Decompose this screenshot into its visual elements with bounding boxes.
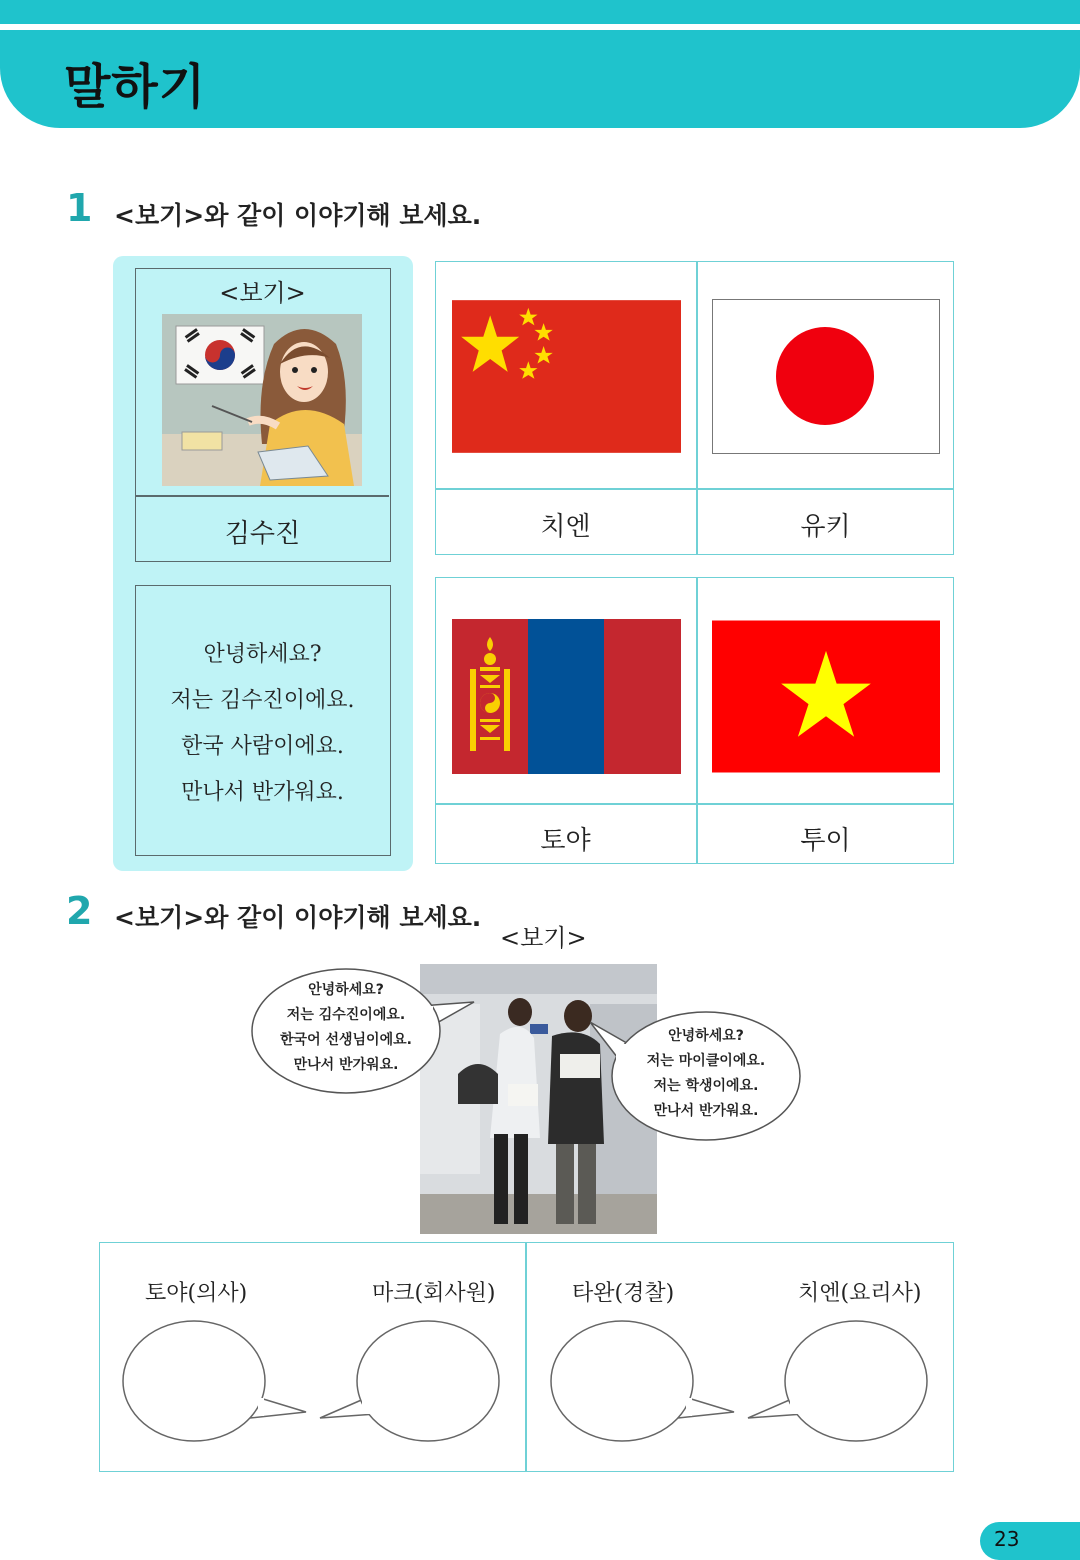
page-number-badge	[980, 1522, 1080, 1560]
korea-flag-icon	[176, 326, 264, 384]
example-caption: <보기>	[219, 279, 306, 307]
question-2-number: 2	[66, 889, 93, 933]
empty-speech-bubble[interactable]	[120, 1318, 310, 1446]
card-divider	[136, 495, 389, 497]
bubble-line: 저는 김수진이에요.	[286, 1007, 406, 1023]
bubble-line: 한국어 선생님이에요.	[280, 1032, 412, 1048]
example-dialogue	[136, 632, 389, 816]
question-1-number: 1	[66, 186, 93, 230]
dialogue-line: 만나서 반가워요.	[181, 780, 344, 805]
role-label: 마크(회사원)	[372, 1281, 496, 1306]
japan-flag-icon	[712, 299, 940, 454]
example-name: 김수진	[224, 519, 301, 549]
question-2-caption: <보기>	[500, 924, 587, 952]
page-number: 23	[994, 1527, 1020, 1551]
flag-name-label: 치엔	[540, 512, 591, 542]
bubble-line: 저는 학생이에요.	[653, 1078, 759, 1094]
dialogue-line: 안녕하세요?	[203, 642, 322, 667]
vietnam-flag-icon	[712, 619, 940, 774]
example-card	[135, 268, 391, 562]
flag-name-label: 토야	[540, 826, 591, 856]
practice-divider	[525, 1242, 527, 1472]
role-label: 치엔(요리사)	[798, 1281, 922, 1306]
example-dialogue-box	[135, 585, 391, 856]
empty-speech-bubble[interactable]	[318, 1318, 504, 1446]
flag-row-1-label-line	[435, 488, 954, 490]
section-header	[0, 30, 1080, 128]
right-bubble-text	[620, 1024, 792, 1124]
section-title: 말하기	[64, 59, 207, 115]
role-label: 토야(의사)	[145, 1281, 248, 1306]
question-1-prompt: <보기>와 같이 이야기해 보세요.	[114, 201, 482, 230]
bubble-line: 안녕하세요?	[308, 982, 384, 998]
mongolia-flag-icon	[452, 619, 681, 774]
flag-name-label: 유키	[800, 512, 851, 542]
bubble-line: 안녕하세요?	[668, 1028, 744, 1044]
dialogue-line: 저는 김수진이에요.	[170, 688, 355, 713]
empty-speech-bubble[interactable]	[548, 1318, 738, 1446]
left-bubble-text	[260, 978, 432, 1078]
flag-name-label: 투이	[800, 826, 851, 856]
bubble-line: 만나서 반가워요.	[293, 1057, 399, 1073]
bubble-line: 만나서 반가워요.	[653, 1103, 759, 1119]
top-color-band	[0, 0, 1080, 24]
dialogue-line: 한국 사람이에요.	[181, 734, 344, 759]
teacher-illustration	[162, 314, 362, 486]
flag-row-2-label-line	[435, 803, 954, 805]
empty-speech-bubble[interactable]	[746, 1318, 932, 1446]
question-2-prompt: <보기>와 같이 이야기해 보세요.	[114, 903, 482, 932]
bubble-line: 저는 마이클이에요.	[646, 1053, 766, 1069]
china-flag-icon	[452, 299, 681, 454]
role-label: 타완(경찰)	[572, 1281, 675, 1306]
